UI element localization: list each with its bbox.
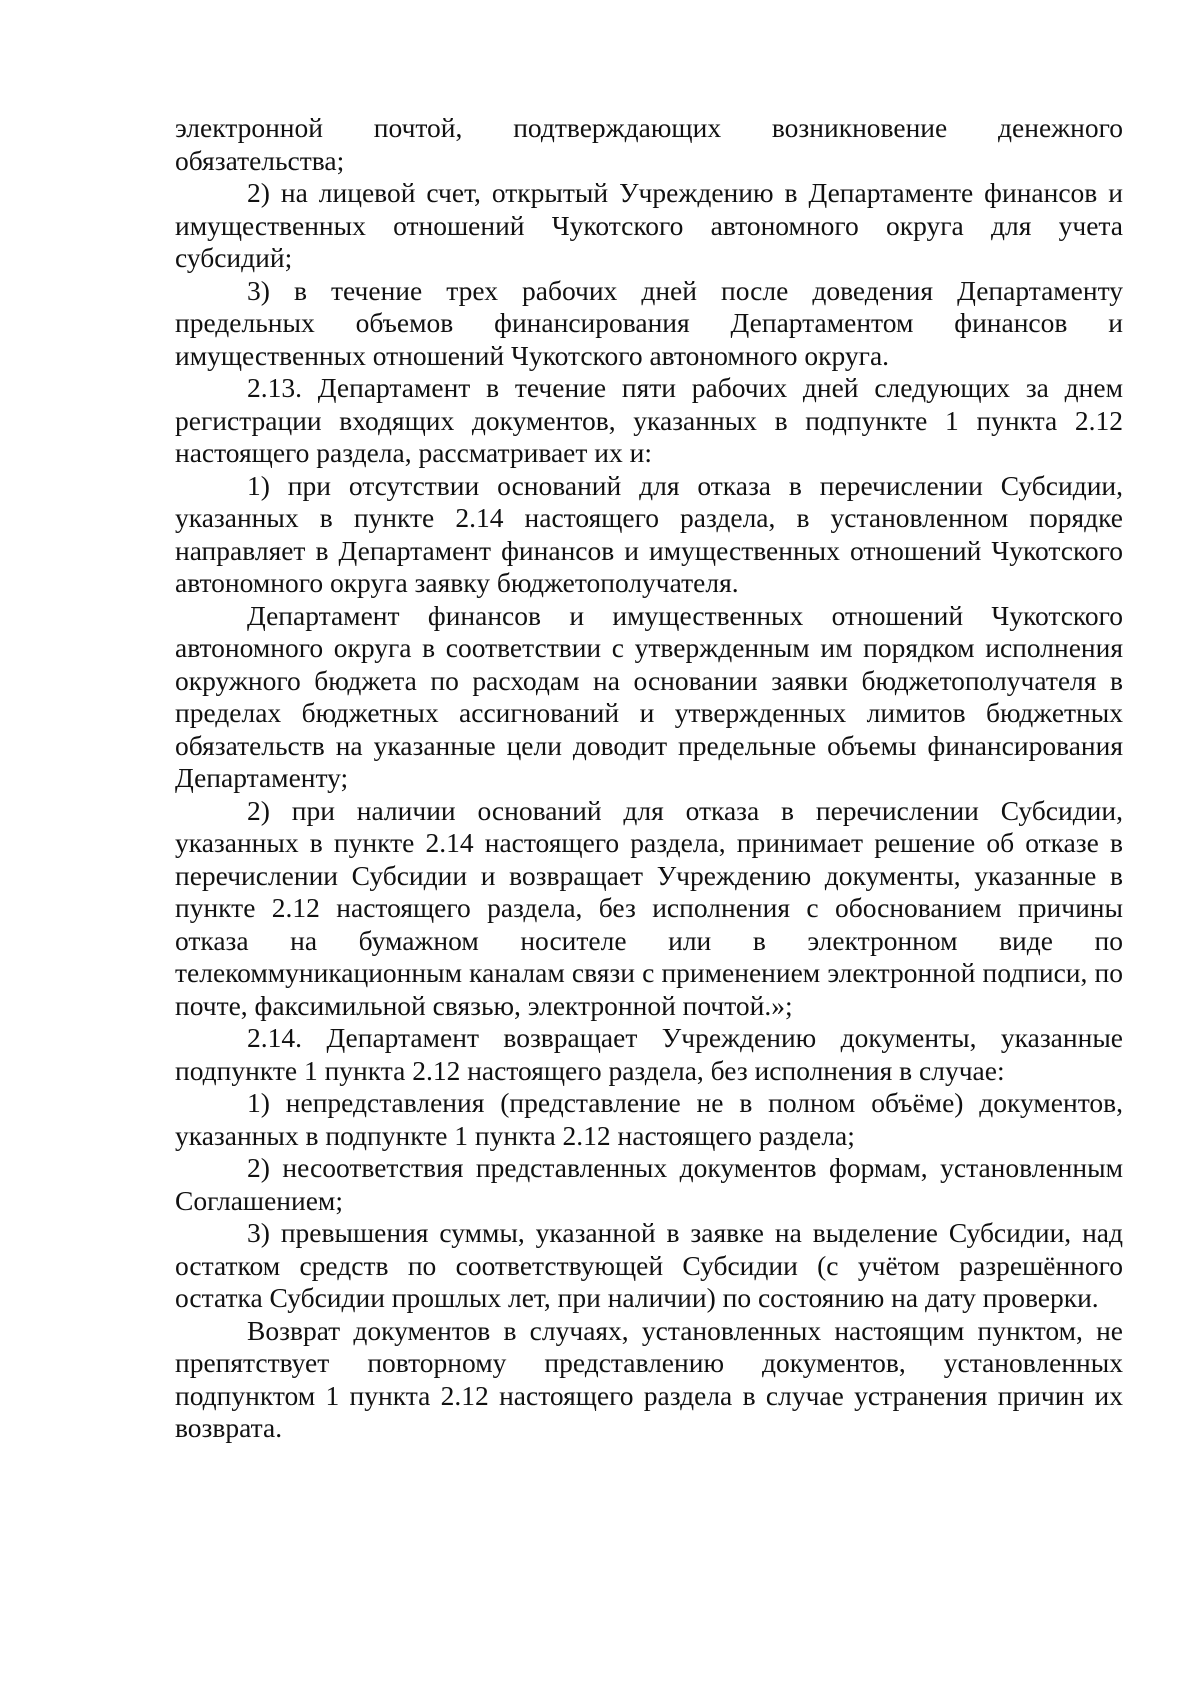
paragraph-item-3-three-days: 3) в течение трех рабочих дней после доведения Департаменту предельных объемов финансирования Департаментом финансов и имущественных отношений Чукотского автономного округа. [175, 274, 1123, 371]
paragraph-clause-2-13-item-1: 1) при отсутствии оснований для отказа в перечислении Субсидии, указанных в пункте 2.14 настоящего раздела, в установленном порядке направляет в Департамент финансов и имущественных отношений Чукотского автономного округа заявку бюджетополучателя. [175, 469, 1123, 598]
paragraph-finance-department: Департамент финансов и имущественных отношений Чукотского автономного округа в соответствии с утвержденным им порядком исполнения окружного бюджета по расходам на основании заявки бюджетополучателя в пределах бюджетных ассигнований и утвержденных лимитов бюджетных обязательств на указанные цели доводит предельные объемы финансирования Департаменту; [175, 599, 1123, 793]
paragraph-clause-2-14-item-3: 3) превышения суммы, указанной в заявке на выделение Субсидии, над остатком средств по соответствующей Субсидии (с учётом разрешённого остатка Субсидии прошлых лет, при наличии) по состоянию на дату проверки. [175, 1217, 1123, 1313]
paragraph-clause-2-14-item-2: 2) несоответствия представленных документов формам, установленным Соглашением; [175, 1152, 1123, 1216]
paragraph-return-of-documents: Возврат документов в случаях, установленных настоящим пунктом, не препятствует повторному представлению документов, установленных подпунктом 1 пункта 2.12 настоящего раздела в случае устранения причин их возврата. [175, 1314, 1123, 1443]
paragraph-clause-2-13: 2.13. Департамент в течение пяти рабочих дней следующих за днем регистрации входящих документов, указанных в подпункте 1 пункта 2.12 настоящего раздела, рассматривает их и: [175, 372, 1123, 468]
paragraph-item-2-account: 2) на лицевой счет, открытый Учреждению в Департаменте финансов и имущественных отношений Чукотского автономного округа для учета субсидий; [175, 177, 1123, 273]
document-page [175, 112, 1123, 1445]
paragraph-clause-2-14-item-1: 1) непредставления (представление не в полном объёме) документов, указанных в подпункте 1 пункта 2.12 настоящего раздела; [175, 1087, 1123, 1151]
paragraph-clause-2-14: 2.14. Департамент возвращает Учреждению документы, указанные подпункте 1 пункта 2.12 настоящего раздела, без исполнения в случае: [175, 1022, 1123, 1086]
paragraph-clause-2-13-item-2: 2) при наличии оснований для отказа в перечислении Субсидии, указанных в пункте 2.14 настоящего раздела, принимает решение об отказе в перечислении Субсидии и возвращает Учреждению документы, указанные в пункте 2.12 настоящего раздела, без исполнения с обоснованием причины отказа на бумажном носителе или в электронном виде по телекоммуникационным каналам связи с применением электронной подписи, по почте, факсимильной связью, электронной почтой.»; [175, 794, 1123, 1021]
paragraph-obligation-tail: электронной почтой, подтверждающих возникновение денежного обязательства; [175, 112, 1123, 176]
